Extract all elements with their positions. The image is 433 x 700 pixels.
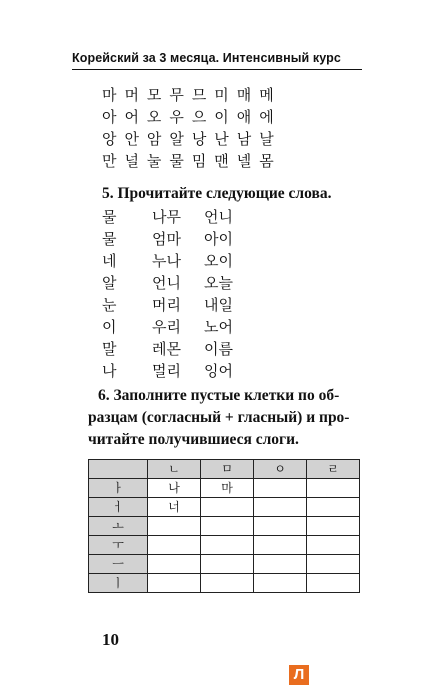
word: 레몬 bbox=[152, 340, 181, 358]
syllable-line: 마 머 모 무 므 미 매 메 bbox=[102, 86, 276, 104]
word: 나 bbox=[102, 362, 117, 380]
consonant-header: ㄴ bbox=[148, 460, 201, 479]
table-cell bbox=[148, 517, 201, 536]
exercise-6-text: читайте получившиеся слоги. bbox=[88, 431, 299, 448]
table-cell bbox=[307, 498, 360, 517]
word: 아이 bbox=[204, 230, 233, 248]
table-cell bbox=[201, 498, 254, 517]
table-row bbox=[89, 574, 360, 593]
table-cell bbox=[307, 479, 360, 498]
table-row bbox=[89, 555, 360, 574]
table-cell bbox=[148, 555, 201, 574]
table-cell bbox=[201, 574, 254, 593]
word: 네 bbox=[102, 252, 117, 270]
word: 누나 bbox=[152, 252, 181, 270]
table-cell bbox=[201, 555, 254, 574]
table-header-row bbox=[89, 460, 360, 479]
word: 내일 bbox=[204, 296, 233, 314]
syllable-line: 아 어 오 우 으 이 애 에 bbox=[102, 108, 276, 126]
word: 물 bbox=[102, 208, 117, 226]
publisher-logo-icon: Л bbox=[289, 665, 309, 685]
vowel-header: ㅏ bbox=[89, 479, 148, 498]
vowel-header: ㅣ bbox=[89, 574, 148, 593]
table-cell bbox=[307, 517, 360, 536]
table-cell bbox=[254, 555, 307, 574]
word: 눈 bbox=[102, 296, 117, 314]
table-cell bbox=[254, 517, 307, 536]
word: 멀리 bbox=[152, 362, 181, 380]
word: 언니 bbox=[152, 274, 181, 292]
vowel-header: ㅓ bbox=[89, 498, 148, 517]
word: 잉어 bbox=[204, 362, 233, 380]
page-number: 10 bbox=[102, 630, 119, 649]
word: 엄마 bbox=[152, 230, 181, 248]
table-cell bbox=[254, 479, 307, 498]
word: 머리 bbox=[152, 296, 181, 314]
word: 물 bbox=[102, 230, 117, 248]
table-cell bbox=[201, 517, 254, 536]
consonant-header: ㅁ bbox=[201, 460, 254, 479]
exercise-6-text: разцам (согласный + гласный) и про- bbox=[88, 409, 350, 426]
table-row bbox=[89, 517, 360, 536]
word: 이름 bbox=[204, 340, 233, 358]
word: 노어 bbox=[204, 318, 233, 336]
table-cell bbox=[307, 536, 360, 555]
word: 알 bbox=[102, 274, 117, 292]
table-cell bbox=[307, 574, 360, 593]
table-cell: 너 bbox=[148, 498, 201, 517]
word: 언니 bbox=[204, 208, 233, 226]
header-rule bbox=[72, 69, 362, 70]
syllable-line: 만 널 눌 물 밈 맨 넬 몸 bbox=[102, 152, 276, 170]
table-cell: 마 bbox=[201, 479, 254, 498]
table-cell bbox=[254, 498, 307, 517]
vowel-header: ㅡ bbox=[89, 555, 148, 574]
word: 오늘 bbox=[204, 274, 233, 292]
table-corner-cell bbox=[89, 460, 148, 479]
consonant-header: ㄹ bbox=[307, 460, 360, 479]
table-cell bbox=[201, 536, 254, 555]
exercise-6-title: 6. Заполните пустые клетки по об- bbox=[98, 387, 340, 404]
syllable-line: 앙 안 암 알 낭 난 남 날 bbox=[102, 130, 276, 148]
vowel-header: ㅗ bbox=[89, 517, 148, 536]
word: 나무 bbox=[152, 208, 181, 226]
exercise-5-title: 5. Прочитайте следующие слова. bbox=[102, 185, 332, 202]
table-cell bbox=[254, 536, 307, 555]
table-row bbox=[89, 498, 360, 517]
word: 말 bbox=[102, 340, 117, 358]
syllable-table bbox=[88, 459, 360, 593]
table-cell bbox=[254, 574, 307, 593]
word: 우리 bbox=[152, 318, 181, 336]
table-row bbox=[89, 536, 360, 555]
word: 이 bbox=[102, 318, 117, 336]
running-header: Корейский за 3 месяца. Интенсивный курс bbox=[72, 51, 341, 65]
table-row bbox=[89, 479, 360, 498]
table-cell bbox=[148, 574, 201, 593]
word: 오이 bbox=[204, 252, 233, 270]
table-cell: 나 bbox=[148, 479, 201, 498]
consonant-header: ㅇ bbox=[254, 460, 307, 479]
table-cell bbox=[307, 555, 360, 574]
table-cell bbox=[148, 536, 201, 555]
vowel-header: ㅜ bbox=[89, 536, 148, 555]
